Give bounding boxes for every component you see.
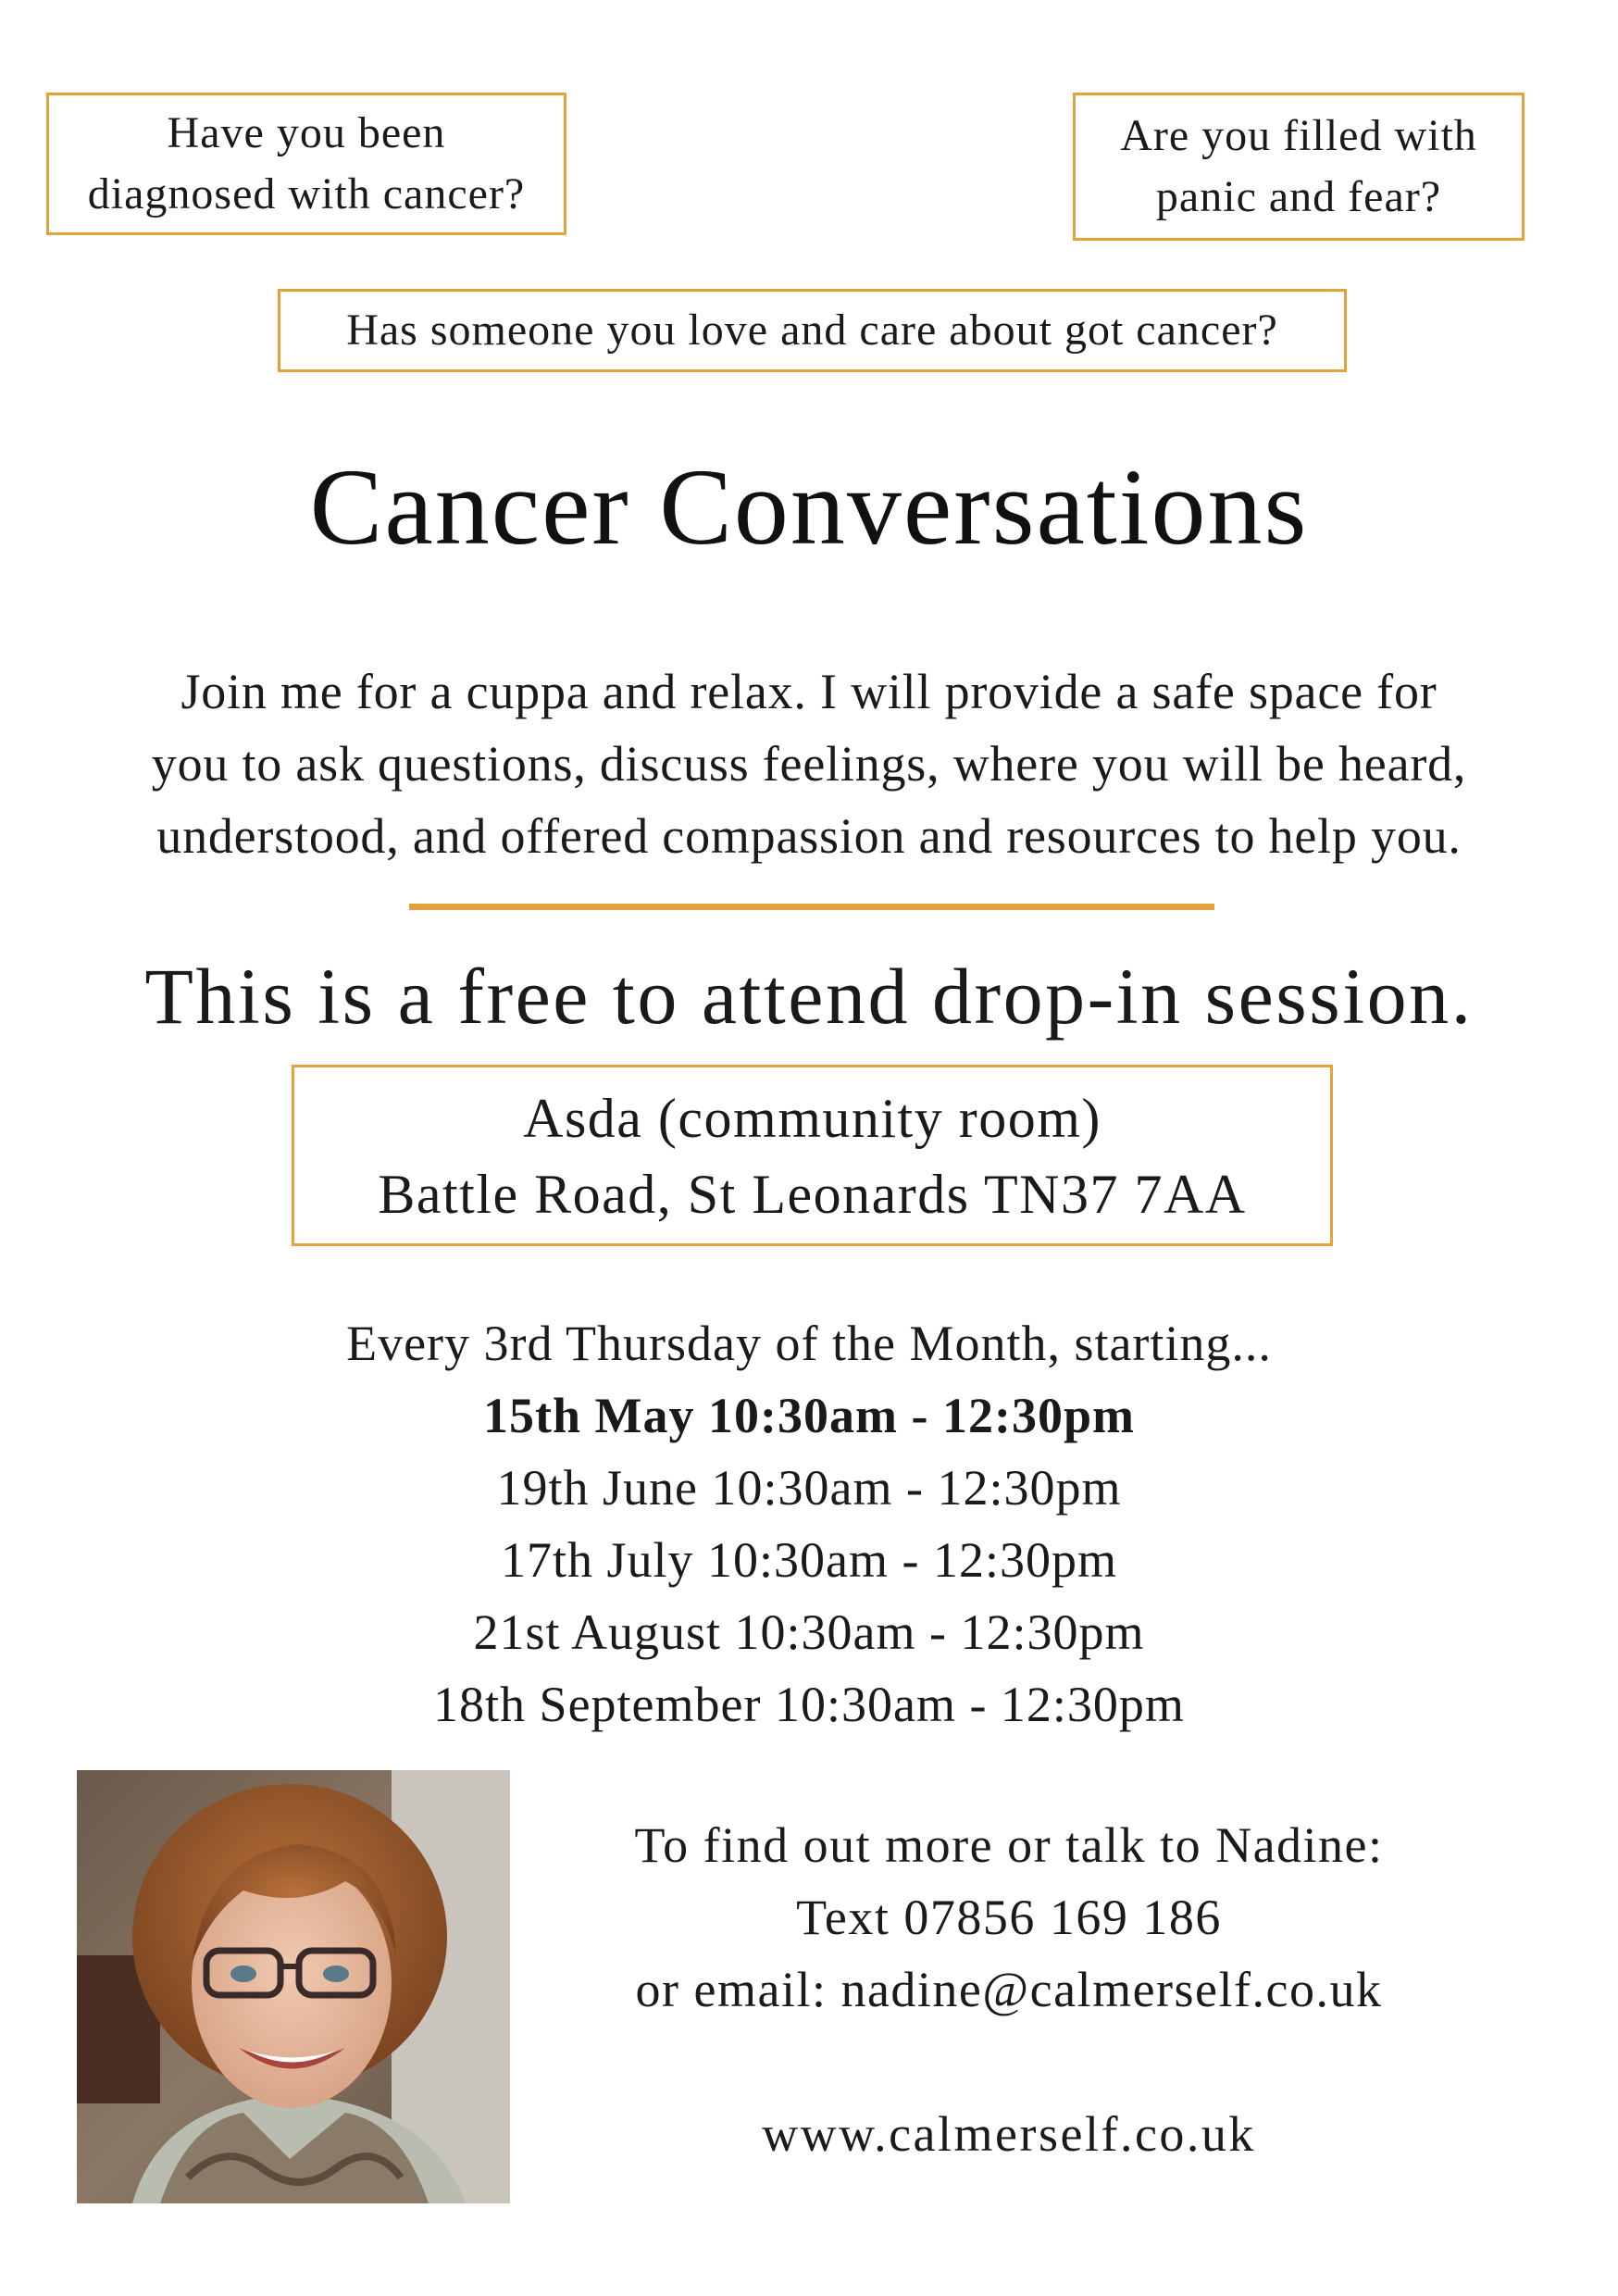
contact-intro: To find out more or talk to Nadine: bbox=[634, 1817, 1384, 1873]
schedule-date: 17th July 10:30am - 12:30pm bbox=[501, 1532, 1117, 1588]
schedule-date: 21st August 10:30am - 12:30pm bbox=[473, 1604, 1145, 1660]
question-box-loved-one bbox=[278, 289, 1347, 372]
schedule-date: 19th June 10:30am - 12:30pm bbox=[496, 1460, 1122, 1516]
contact-block bbox=[518, 1809, 1500, 2026]
intro-paragraph bbox=[28, 655, 1590, 872]
intro-line-2: you to ask questions, discuss feelings, where you will be heard, bbox=[151, 736, 1467, 792]
free-session-heading: This is a free to attend drop-in session. bbox=[144, 952, 1474, 1041]
question-panic-line2: panic and fear? bbox=[1155, 172, 1442, 221]
venue-address: Battle Road, St Leonards TN37 7AA bbox=[378, 1164, 1247, 1225]
contact-phone[interactable]: Text 07856 169 186 bbox=[796, 1890, 1222, 1945]
schedule-intro: Every 3rd Thursday of the Month, starting... bbox=[346, 1316, 1272, 1371]
question-panic-line1: Are you filled with bbox=[1120, 111, 1477, 160]
question-diagnosed-line2: diagnosed with cancer? bbox=[87, 169, 526, 218]
schedule-date-first: 15th May 10:30am - 12:30pm bbox=[483, 1388, 1135, 1443]
question-box-diagnosed bbox=[46, 93, 566, 235]
question-loved-one-text: Has someone you love and care about got cancer? bbox=[346, 306, 1278, 355]
question-box-panic bbox=[1073, 93, 1525, 241]
page-title: Cancer Conversations bbox=[309, 446, 1309, 568]
intro-line-3: understood, and offered compassion and resources to help you. bbox=[156, 808, 1462, 864]
website-link[interactable]: www.calmerself.co.uk bbox=[762, 2106, 1256, 2162]
accent-divider bbox=[409, 904, 1214, 910]
venue-name: Asda (community room) bbox=[523, 1088, 1101, 1149]
contact-email[interactable]: or email: nadine@calmerself.co.uk bbox=[635, 1962, 1383, 2017]
venue-box bbox=[292, 1065, 1333, 1246]
host-photo bbox=[77, 1770, 510, 2203]
schedule-list bbox=[0, 1307, 1618, 1741]
intro-line-1: Join me for a cuppa and relax. I will provide a safe space for bbox=[180, 664, 1438, 719]
schedule-date: 18th September 10:30am - 12:30pm bbox=[433, 1677, 1185, 1732]
question-diagnosed-line1: Have you been bbox=[167, 108, 446, 157]
